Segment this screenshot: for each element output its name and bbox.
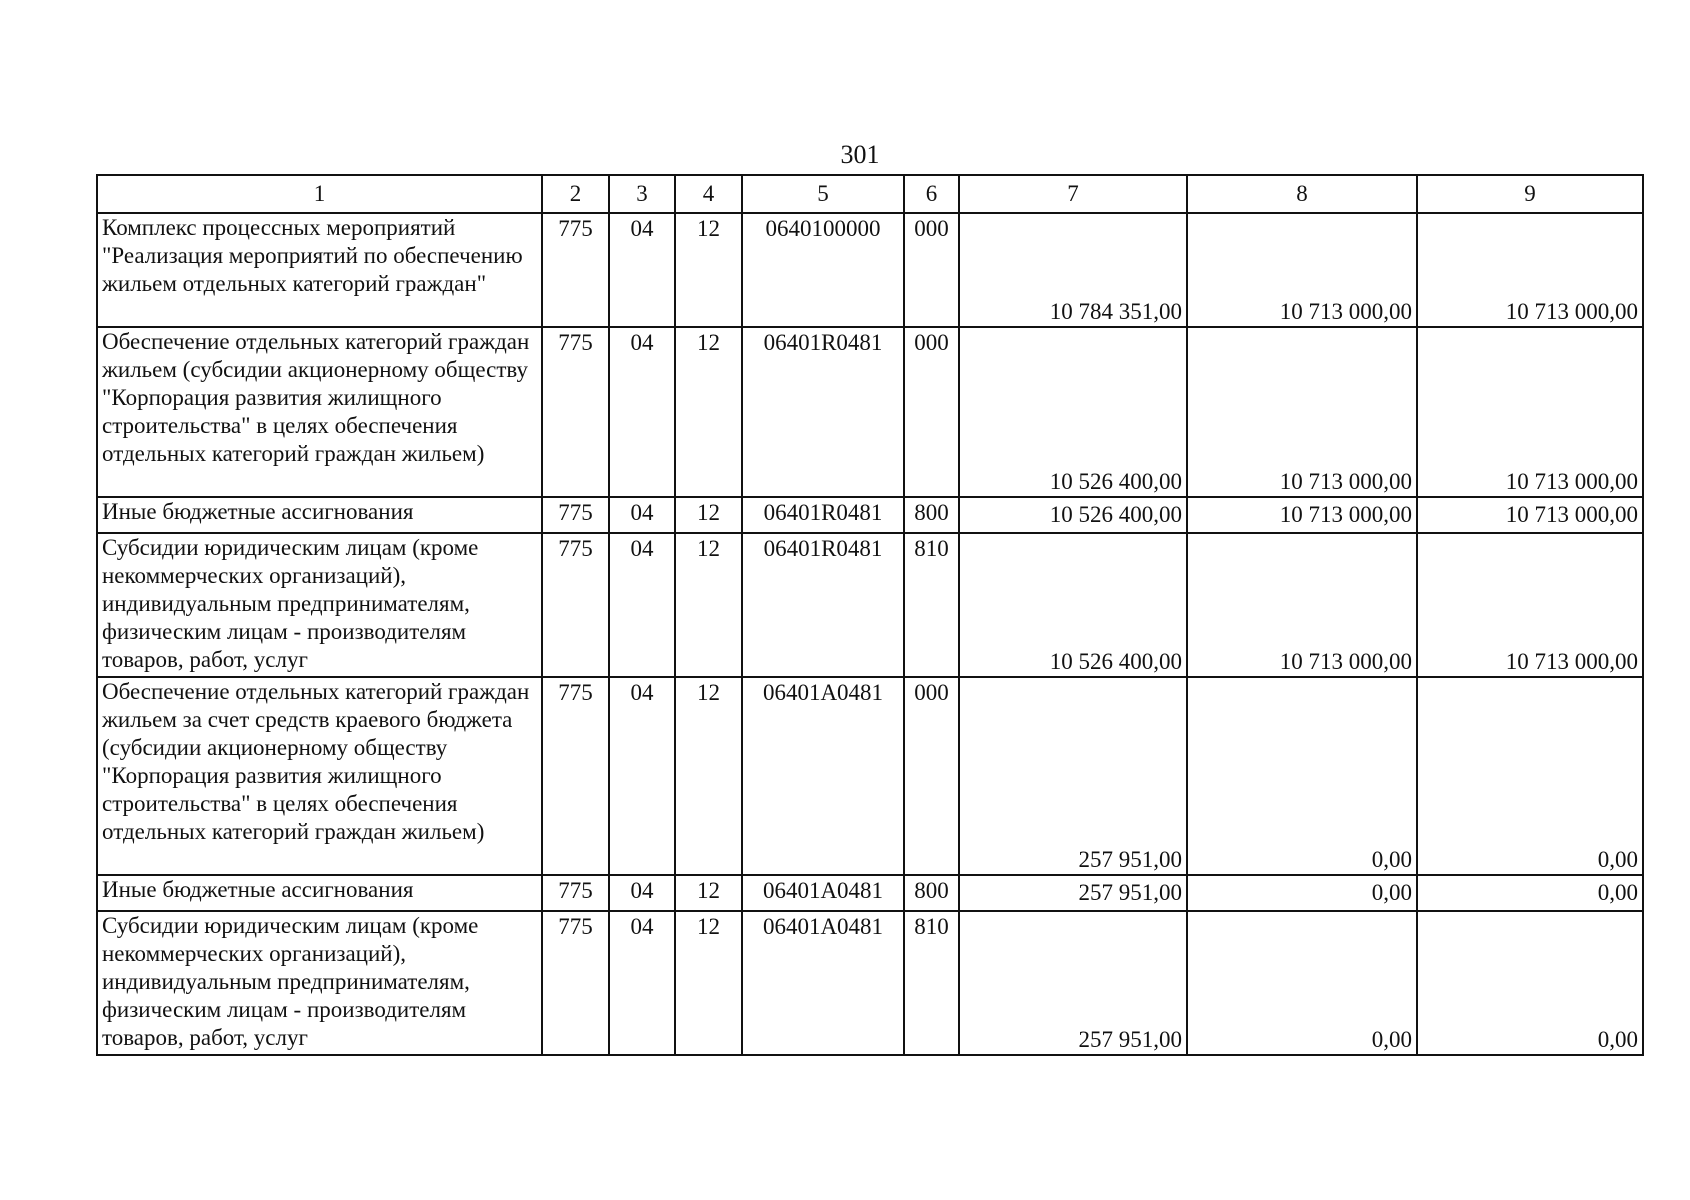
amount-col9: 10 713 000,00 bbox=[1417, 497, 1643, 533]
target-article-code: 06401A0481 bbox=[742, 875, 904, 911]
budget-table bbox=[96, 174, 1644, 1056]
section-code: 04 bbox=[609, 213, 675, 327]
amount-col7: 10 784 351,00 bbox=[959, 213, 1187, 327]
amount-col7: 257 951,00 bbox=[959, 677, 1187, 875]
table-row bbox=[97, 875, 1643, 911]
subsection-code: 12 bbox=[675, 327, 742, 497]
target-article-code: 06401R0481 bbox=[742, 497, 904, 533]
amount-col9: 10 713 000,00 bbox=[1417, 533, 1643, 677]
amount-col9: 0,00 bbox=[1417, 677, 1643, 875]
expense-type-code: 810 bbox=[904, 911, 959, 1055]
amount-col7: 10 526 400,00 bbox=[959, 533, 1187, 677]
ministry-code: 775 bbox=[542, 213, 609, 327]
row-name: Иные бюджетные ассигнования bbox=[97, 497, 542, 533]
row-name: Иные бюджетные ассигнования bbox=[97, 875, 542, 911]
amount-col8: 0,00 bbox=[1187, 677, 1417, 875]
subsection-code: 12 bbox=[675, 213, 742, 327]
amount-col8: 0,00 bbox=[1187, 875, 1417, 911]
amount-col8: 10 713 000,00 bbox=[1187, 213, 1417, 327]
amount-col7: 10 526 400,00 bbox=[959, 327, 1187, 497]
column-header: 2 bbox=[542, 175, 609, 213]
ministry-code: 775 bbox=[542, 533, 609, 677]
target-article-code: 0640100000 bbox=[742, 213, 904, 327]
row-name: Субсидии юридическим лицам (кроме некоммерческих организаций), индивидуальным предпринимателям, физическим лицам - производителям товаров, работ, услуг bbox=[97, 533, 542, 677]
target-article-code: 06401A0481 bbox=[742, 677, 904, 875]
table-header-row bbox=[97, 175, 1643, 213]
row-name: Обеспечение отдельных категорий граждан жильем за счет средств краевого бюджета (субсидии акционерному обществу "Корпорация развития жилищного строительства" в целях обеспечения отдельных категорий граждан жильем) bbox=[97, 677, 542, 875]
section-code: 04 bbox=[609, 327, 675, 497]
column-header: 5 bbox=[742, 175, 904, 213]
table-row bbox=[97, 533, 1643, 677]
expense-type-code: 000 bbox=[904, 327, 959, 497]
column-header: 4 bbox=[675, 175, 742, 213]
ministry-code: 775 bbox=[542, 875, 609, 911]
column-header: 8 bbox=[1187, 175, 1417, 213]
row-name: Субсидии юридическим лицам (кроме некоммерческих организаций), индивидуальным предпринимателям, физическим лицам - производителям товаров, работ, услуг bbox=[97, 911, 542, 1055]
expense-type-code: 810 bbox=[904, 533, 959, 677]
amount-col8: 0,00 bbox=[1187, 911, 1417, 1055]
amount-col8: 10 713 000,00 bbox=[1187, 533, 1417, 677]
table-row bbox=[97, 497, 1643, 533]
expense-type-code: 800 bbox=[904, 875, 959, 911]
target-article-code: 06401A0481 bbox=[742, 911, 904, 1055]
column-header: 6 bbox=[904, 175, 959, 213]
table-row bbox=[97, 327, 1643, 497]
column-header: 3 bbox=[609, 175, 675, 213]
ministry-code: 775 bbox=[542, 911, 609, 1055]
section-code: 04 bbox=[609, 911, 675, 1055]
page-number: 301 bbox=[840, 140, 880, 169]
row-name: Комплекс процессных мероприятий "Реализация мероприятий по обеспечению жильем отдельных категорий граждан" bbox=[97, 213, 542, 327]
ministry-code: 775 bbox=[542, 327, 609, 497]
subsection-code: 12 bbox=[675, 497, 742, 533]
amount-col8: 10 713 000,00 bbox=[1187, 497, 1417, 533]
section-code: 04 bbox=[609, 677, 675, 875]
expense-type-code: 000 bbox=[904, 213, 959, 327]
column-header: 1 bbox=[97, 175, 542, 213]
expense-type-code: 000 bbox=[904, 677, 959, 875]
table-row bbox=[97, 677, 1643, 875]
amount-col7: 10 526 400,00 bbox=[959, 497, 1187, 533]
table-row bbox=[97, 213, 1643, 327]
amount-col9: 0,00 bbox=[1417, 875, 1643, 911]
row-name: Обеспечение отдельных категорий граждан жильем (субсидии акционерному обществу "Корпорация развития жилищного строительства" в целях обеспечения отдельных категорий граждан жильем) bbox=[97, 327, 542, 497]
section-code: 04 bbox=[609, 533, 675, 677]
subsection-code: 12 bbox=[675, 875, 742, 911]
amount-col9: 0,00 bbox=[1417, 911, 1643, 1055]
subsection-code: 12 bbox=[675, 677, 742, 875]
subsection-code: 12 bbox=[675, 911, 742, 1055]
amount-col7: 257 951,00 bbox=[959, 875, 1187, 911]
ministry-code: 775 bbox=[542, 677, 609, 875]
target-article-code: 06401R0481 bbox=[742, 327, 904, 497]
amount-col7: 257 951,00 bbox=[959, 911, 1187, 1055]
target-article-code: 06401R0481 bbox=[742, 533, 904, 677]
subsection-code: 12 bbox=[675, 533, 742, 677]
ministry-code: 775 bbox=[542, 497, 609, 533]
amount-col9: 10 713 000,00 bbox=[1417, 213, 1643, 327]
column-header: 9 bbox=[1417, 175, 1643, 213]
section-code: 04 bbox=[609, 875, 675, 911]
column-header: 7 bbox=[959, 175, 1187, 213]
table-row bbox=[97, 911, 1643, 1055]
amount-col8: 10 713 000,00 bbox=[1187, 327, 1417, 497]
section-code: 04 bbox=[609, 497, 675, 533]
amount-col9: 10 713 000,00 bbox=[1417, 327, 1643, 497]
expense-type-code: 800 bbox=[904, 497, 959, 533]
